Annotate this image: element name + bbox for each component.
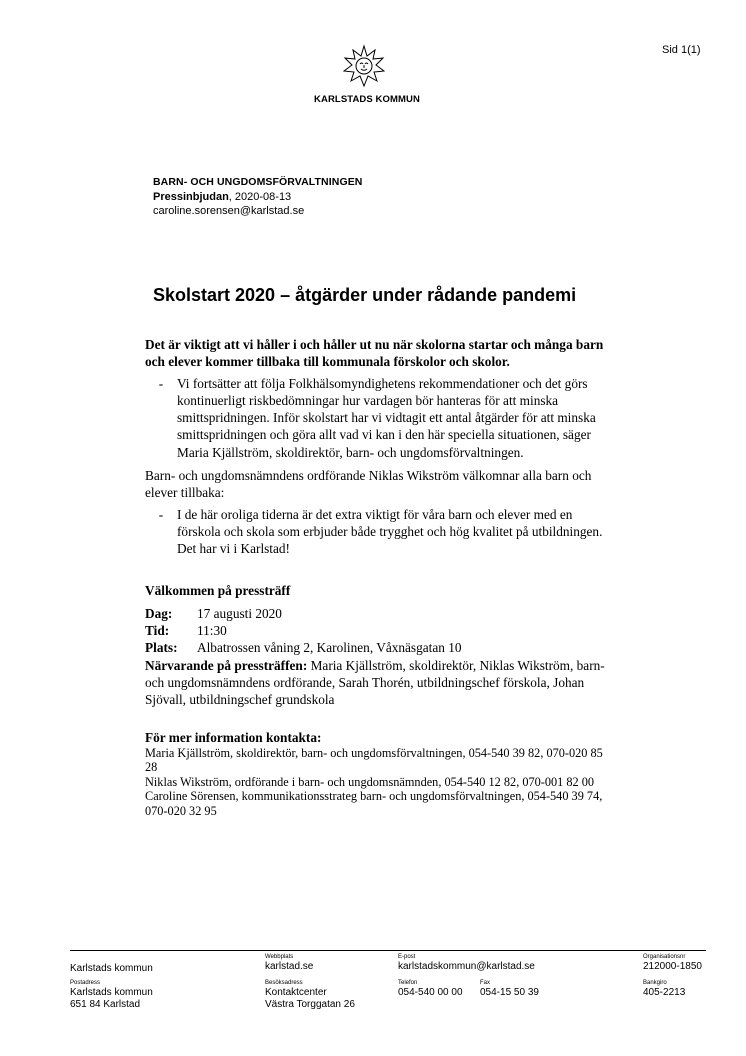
article-body xyxy=(145,336,615,818)
quote-dash: - xyxy=(158,375,164,391)
footer-email-label: E-post xyxy=(398,954,416,960)
doc-date: , 2020-08-13 xyxy=(228,190,292,203)
footer-bankgiro-label: Bankgiro xyxy=(643,980,667,986)
footer-fax-label: Fax xyxy=(480,980,491,986)
doc-type-line xyxy=(153,190,363,205)
footer-orgnr xyxy=(643,954,702,973)
event-attendees-label: Närvarande på pressträffen: xyxy=(145,657,308,673)
event-place xyxy=(145,639,615,656)
footer-email xyxy=(398,954,535,973)
article-title: Skolstart 2020 – åtgärder under rådande pandemi xyxy=(153,285,577,305)
footer-fax-value: 054-15 50 39 xyxy=(480,987,539,998)
footer-phone-label: Telefon xyxy=(398,980,418,986)
footer-visit xyxy=(265,980,355,1010)
contacts-list xyxy=(145,746,615,819)
footer-web-value: karlstad.se xyxy=(265,961,314,972)
footer-email-value: karlstadskommun@karlstad.se xyxy=(398,961,535,972)
event-place-value: Albatrossen våning 2, Karolinen, Våxnäsgatan 10 xyxy=(197,640,462,656)
event-place-label: Plats: xyxy=(145,640,178,656)
quote-block-1 xyxy=(145,375,615,461)
contact-item: Niklas Wikström, ordförande i barn- och ungdomsnämnden, 054-540 12 82, 070-001 82 00 xyxy=(145,774,595,789)
event-day-value: 17 augusti 2020 xyxy=(197,605,282,621)
footer-visit-label: Besöksadress xyxy=(265,980,303,986)
event-day-label: Dag: xyxy=(145,605,173,621)
event-title: Välkommen på pressträff xyxy=(145,582,291,598)
footer-fax xyxy=(480,980,539,999)
footer-postal xyxy=(70,980,153,1010)
footer-postal-line1: Karlstads kommun xyxy=(70,987,153,998)
doc-type: Pressinbjudan xyxy=(153,190,229,203)
quote-text-1: Vi fortsätter att följa Folkhälsomyndighetens rekommendationer och det görs kontinuerligt riskbedömningar hur vardagen bör hanteras för att minska smittspridningen. Inför skolstart har vi vidtagit ett antal åtgärder för att minska smittspridningen och göra allt vad vi kan i den här speciella situationen, säger Maria Kjällström, skoldirektör, barn- och ungdomsförvaltningen. xyxy=(177,375,596,460)
event-attendees-value: Maria Kjällström, skoldirektör, Niklas Wikström, barn- och ungdomsnämndens ordförande, Sarah Thorén, utbildningschef förskola, Johan Sjövall, utbildningschef grundskola xyxy=(145,657,605,708)
event-day xyxy=(145,605,615,622)
event-attendees xyxy=(145,657,615,709)
page-number: Sid 1(1) xyxy=(662,44,701,56)
organization-name: KARLSTADS KOMMUN xyxy=(314,94,420,105)
article-lead: Det är viktigt att vi håller i och håller ut nu när skolorna startar och många barn och elever kommer tillbaka till kommunala förskolor och skolor. xyxy=(145,337,604,370)
article-paragraph-2: Barn- och ungdomsnämndens ordförande Niklas Wikström välkomnar alla barn och elever tillbaka: xyxy=(145,468,592,501)
contact-item: Maria Kjällström, skoldirektör, barn- och ungdomsförvaltningen, 054-540 39 82, 070-020 85 28 xyxy=(145,745,603,775)
event-time-label: Tid: xyxy=(145,623,170,639)
footer-postal-line2: 651 84 Karlstad xyxy=(70,998,141,1010)
quote-block-2 xyxy=(145,506,615,558)
department-name: BARN- OCH UNGDOMSFÖRVALTNINGEN xyxy=(153,176,363,188)
sender-block xyxy=(153,175,363,219)
footer-phone xyxy=(398,980,463,999)
event-time xyxy=(145,622,615,639)
sender-email: caroline.sorensen@karlstad.se xyxy=(153,205,305,217)
quote-text-2: I de här oroliga tiderna är det extra viktigt för våra barn och elever med en förskola och skola som erbjuder både trygghet och hög kvalitet på utbildningen. Det har vi i Karlstad! xyxy=(177,506,603,557)
footer-visit-line2: Västra Torggatan 26 xyxy=(265,998,355,1010)
footer-orgnr-value: 212000-1850 xyxy=(643,961,702,972)
footer-bankgiro-value: 405-2213 xyxy=(643,987,686,998)
contacts-title: För mer information kontakta: xyxy=(145,729,322,745)
contact-item: Caroline Sörensen, kommunikationsstrateg barn- och ungdomsförvaltningen, 054-540 39 74, 070-020 32 95 xyxy=(145,789,603,818)
karlstad-sun-logo-icon xyxy=(343,44,385,90)
footer-orgnr-label: Organisationsnr xyxy=(643,954,686,960)
footer-visit-line1: Kontaktcenter xyxy=(265,987,327,998)
footer-web xyxy=(265,954,313,973)
footer-org: Karlstads kommun xyxy=(70,963,153,974)
event-time-value: 11:30 xyxy=(197,623,227,639)
footer-web-label: Webbplats xyxy=(265,954,294,960)
footer-divider xyxy=(70,950,706,951)
footer-postal-label: Postadress xyxy=(70,980,101,986)
footer-bankgiro xyxy=(643,980,685,999)
footer-phone-value: 054-540 00 00 xyxy=(398,987,463,998)
quote-dash: - xyxy=(158,506,164,522)
